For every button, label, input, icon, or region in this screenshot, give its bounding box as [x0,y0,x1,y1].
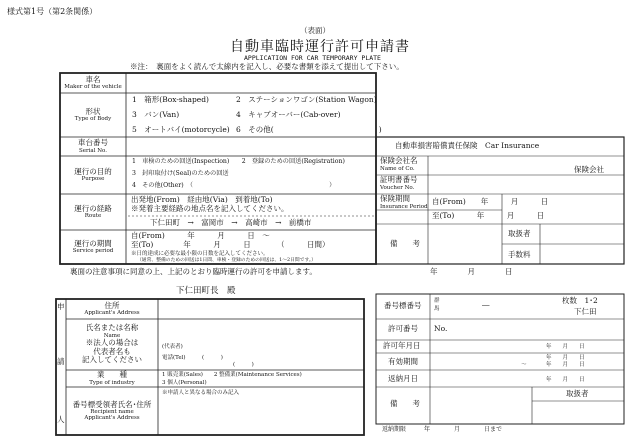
phone-paren[interactable]: ( ) [233,362,254,368]
route-header: 出発地(From) 経由地(Via) 到着地(To) [131,195,273,204]
handler-label: 取扱者 [508,229,531,238]
period-note-2: （通常、整備のための回送は1日間、車検・登録のための回送は、1～2日間です。） [137,258,317,263]
vehicle-name-label: 車名 Maker of the vehicle [64,74,122,91]
insurance-period-label: 保険期間 Insurance Period [380,194,428,210]
valid-tilde: ～ [521,362,527,368]
purpose-label: 運行の目的 Purpose [74,166,112,183]
return-date-label: 返納月日 [388,374,418,383]
form-number: 様式第1号（第2条関係） [7,7,98,16]
industry-option[interactable]: 3 個人(Personal) [162,380,207,386]
body-type-label: 形状 Type of Body [74,106,112,123]
consent-text: 裏面の注意事項に同意の上、上記のとおり臨時運行の許可を申請します。 [70,267,317,276]
plate-town: 下仁田 [574,307,597,316]
representative-label: (代表者) [162,344,183,350]
serial-field[interactable] [128,139,374,154]
route-note: ※発着主要経路の地点名を記入してください。 [131,204,289,213]
voucher-label: 証明書番号 Voucher No. [380,175,418,191]
applicant-address-field[interactable] [160,301,362,317]
applicant-name-label: 氏名または名称 Name ※法人の場合は 代表者名も 記入してください [82,323,142,365]
insurance-title: 自動車損害賠償責任保険 Car Insurance [395,141,540,150]
office-remarks-label: 備 考 [390,399,420,408]
serial-label: 車台番号 Serial No. [78,138,108,154]
body-type-option[interactable]: 2 ステーションワゴン(Station Wagon) [236,95,377,104]
plate-prefecture: 群 [434,298,440,304]
addressee: 下仁田町長 殿 [176,286,236,296]
body-type-option[interactable]: 6 その他( ) [236,125,382,134]
permit-date-label: 許可年月日 [383,341,421,350]
insurance-from[interactable]: 自(From) 年 月 日 [432,197,549,206]
applicant-side-char: 人 [57,415,65,424]
page-title: 自動車臨時運行許可申請書 [230,39,410,55]
period-to[interactable]: 至(To) 年 月 日 （ 日間） [131,240,330,249]
instruction-note: ※注： 裏面をよく読んで太線内を記入し、必要な書類を添えて提出して下さい。 [130,62,404,71]
insurance-company-suffix: 保険会社 [574,165,604,174]
applicant-side-char: 請 [57,357,65,366]
body-type-option[interactable]: 1 箱形(Box-shaped) [132,95,209,104]
industry-option[interactable]: 1 販売業(Sales) 2 整備業(Maintenance Services) [162,372,302,378]
route-value[interactable]: 下仁田町 → 富岡市 → 高崎市 → 前橋市 [150,218,312,227]
body-type-option[interactable]: 5 オートバイ(motorcycle) [132,125,230,134]
permit-number-label: 許可番号 [388,324,418,333]
purpose-option[interactable]: 3 封印取付け(Seal)のための回送 [132,170,229,177]
recipient-note: ※申請人と異なる場合のみ記入 [162,390,240,396]
plate-prefecture-2: 馬 [434,306,440,312]
return-deadline: 返納期限 年 月 日まで [382,426,503,433]
insurance-company-label: 保険会社名 Name of Co. [380,156,418,172]
permit-date-value[interactable]: 年 月 日 [546,344,585,350]
recipient-label: 番号標受領者氏名･住所 Recipient name Applicant's Address [72,399,152,422]
phone-label[interactable]: 電話(Tel) ( ) [162,355,223,361]
insurance-to[interactable]: 至(To) 年 月 日 [432,211,545,220]
consent-date[interactable]: 年 月 日 [430,267,513,276]
valid-from[interactable]: 年 月 日 [546,355,585,361]
plate-dash: ― [482,300,490,309]
valid-period-label: 有効期間 [388,357,418,366]
valid-to[interactable]: 年 月 日 [546,362,585,368]
purpose-option[interactable]: 4 その他(Other) （ ） [132,182,336,189]
applicant-address-label: 住所 Applicant's Address [84,300,140,317]
purpose-option[interactable]: 1 車検のための回送(Inspection) 2 登録のための回送(Registration) [132,158,345,165]
period-from[interactable]: 自(From) 年 月 日 ～ [131,231,270,240]
fee-label: 手数料 [508,250,531,259]
body-type-option[interactable]: 3 バン(Van) [132,110,180,119]
industry-label: 業 種 Type of industry [89,370,135,386]
permit-number-value[interactable]: No. [434,324,448,333]
page-subtitle: APPLICATION FOR CAR TEMPORARY PLATE [244,54,381,62]
period-label: 運行の期間 Service period [72,238,114,255]
route-label: 運行の経路 Route [74,203,112,220]
return-date-value[interactable]: 年 月 日 [546,377,585,383]
plate-number-label: 番号標番号 [384,301,422,310]
office-handler-label: 取扱者 [566,389,589,398]
applicant-side-char: 申 [57,302,65,311]
body-type-option[interactable]: 4 キャブオーバー(Cab-over) [236,110,341,119]
form-side: （表面） [300,26,330,35]
plate-count[interactable]: 枚数 1･2 [562,296,598,305]
vehicle-name-field[interactable] [128,75,374,91]
period-note: ※日的達成に必要な最小限の日数を記入してください。 [131,251,269,257]
insurance-remarks-label: 備 考 [390,239,420,248]
